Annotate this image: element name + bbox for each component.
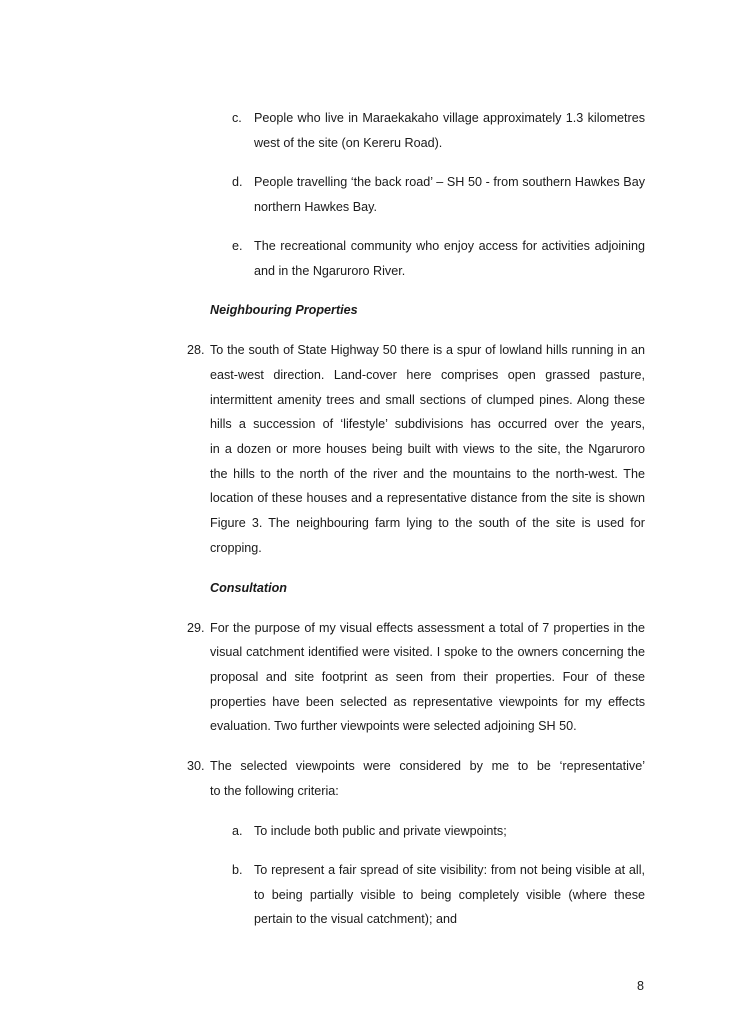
list-item-line: pertain to the visual catchment); and <box>254 912 458 926</box>
paragraph-line: to the following criteria: <box>210 784 339 798</box>
list-item-line: The recreational community who enjoy access for activities adjoining <box>254 239 645 253</box>
list-marker: a. <box>232 824 243 838</box>
page-number: 8 <box>636 979 644 993</box>
list-item-line: and in the Ngaruroro River. <box>254 264 406 278</box>
list-item-line: west of the site (on Kereru Road). <box>254 136 443 150</box>
section-heading-neighbouring: Neighbouring Properties <box>210 303 358 317</box>
paragraph-line: evaluation. Two further viewpoints were selected adjoining SH 50. <box>210 719 577 733</box>
list-item-line: To include both public and private viewpoints; <box>254 824 507 838</box>
paragraph-line: properties have been selected as representative viewpoints for my effects <box>210 695 645 709</box>
section-heading-consultation: Consultation <box>210 581 287 595</box>
paragraph-line: intermittent amenity trees and small sections of clumped pines. Along these <box>210 393 645 407</box>
list-item-line: People who live in Maraekakaho village approximately 1.3 kilometres <box>254 111 645 125</box>
paragraph-line: To the south of State Highway 50 there is a spur of lowland hills running in an <box>210 343 645 357</box>
paragraph-line: the hills to the north of the river and the mountains to the north-west. The <box>210 467 645 481</box>
paragraph-number: 29. <box>187 621 205 635</box>
paragraph-line: visual catchment identified were visited. I spoke to the owners concerning the <box>210 645 645 659</box>
list-marker: c. <box>232 111 242 125</box>
paragraph-line: in a dozen or more houses being built with views to the site, the Ngaruroro <box>210 442 645 456</box>
paragraph-number: 30. <box>187 759 205 773</box>
paragraph-line: For the purpose of my visual effects assessment a total of 7 properties in the <box>210 621 645 635</box>
list-marker: e. <box>232 239 243 253</box>
paragraph-line: location of these houses and a representative distance from the site is shown <box>210 491 645 505</box>
list-item-line: To represent a fair spread of site visibility: from not being visible at all, <box>254 863 645 877</box>
paragraph-line: The selected viewpoints were considered by me to be ‘representative’ <box>210 759 645 773</box>
paragraph-line: east-west direction. Land-cover here comprises open grassed pasture, <box>210 368 645 382</box>
list-item-line: northern Hawkes Bay. <box>254 200 377 214</box>
list-marker: b. <box>232 863 243 877</box>
list-marker: d. <box>232 175 243 189</box>
paragraph-line: Figure 3. The neighbouring farm lying to the south of the site is used for <box>210 516 645 530</box>
list-item-line: to being partially visible to being completely visible (where these <box>254 888 645 902</box>
paragraph-number: 28. <box>187 343 205 357</box>
paragraph-line: hills a succession of ‘lifestyle’ subdivisions has occurred over the years, <box>210 417 645 431</box>
paragraph-line: cropping. <box>210 541 262 555</box>
list-item-line: People travelling ‘the back road’ – SH 50 - from southern Hawkes Bay <box>254 175 645 189</box>
paragraph-line: proposal and site footprint as seen from their properties. Four of these <box>210 670 645 684</box>
